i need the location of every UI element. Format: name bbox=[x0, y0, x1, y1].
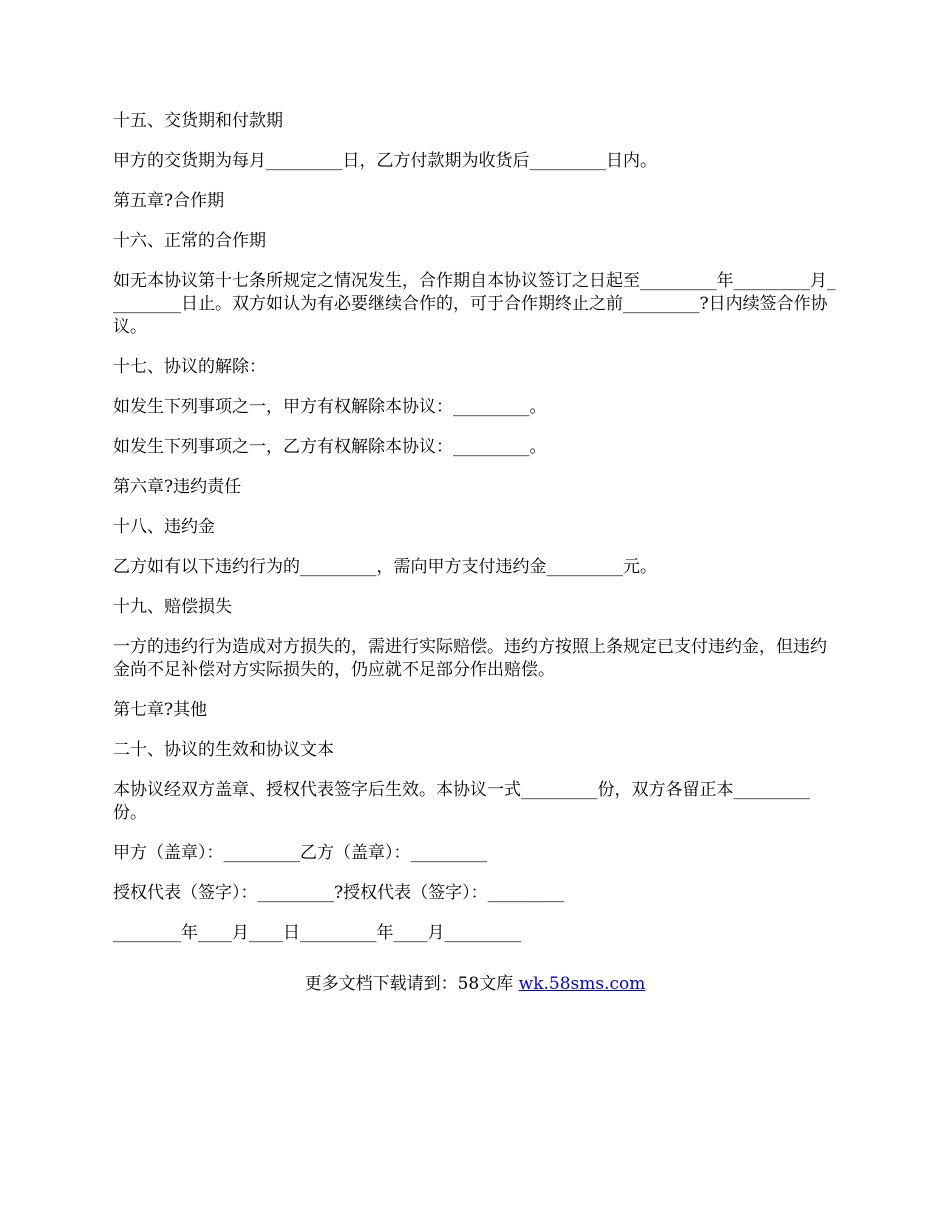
paragraph: 甲方的交货期为每月_________日，乙方付款期为收货后_________日内。 bbox=[113, 151, 657, 171]
section-heading: 十五、交货期和付款期 bbox=[113, 111, 283, 131]
footer-link[interactable]: wk.58sms.com bbox=[518, 974, 646, 994]
date-line: ________年____月____日_________年____月_________ bbox=[113, 923, 521, 943]
signature-line: 授权代表（签字）：_________?授权代表（签字）：_________ bbox=[113, 883, 565, 903]
paragraph: 如发生下列事项之一，乙方有权解除本协议：_________。 bbox=[113, 437, 547, 457]
document-body bbox=[113, 110, 841, 962]
paragraph: 本协议经双方盖章、授权代表签字后生效。本协议一式_________份，双方各留正本_________份。 bbox=[113, 780, 810, 823]
chapter-heading: 第五章?合作期 bbox=[113, 191, 225, 211]
section-heading: 十六、正常的合作期 bbox=[113, 231, 266, 251]
chapter-heading: 第六章?违约责任 bbox=[113, 477, 242, 497]
footer-text: 更多文档下载请到：58文库 bbox=[304, 974, 519, 994]
footer bbox=[0, 972, 950, 996]
section-heading: 二十、协议的生效和协议文本 bbox=[113, 740, 334, 760]
section-heading: 十九、赔偿损失 bbox=[113, 597, 232, 617]
paragraph: 乙方如有以下违约行为的_________，需向甲方支付违约金_________元。 bbox=[113, 557, 657, 577]
paragraph: 如无本协议第十七条所规定之情况发生，合作期自本协议签订之日起至_________年_________月_________日止。双方如认为有必要继续合作的，可于合作期终止之前_________?日内续签合作协议。 bbox=[113, 271, 836, 337]
signature-line: 甲方（盖章）：_________乙方（盖章）：_________ bbox=[113, 843, 487, 863]
section-heading: 十七、协议的解除： bbox=[113, 357, 266, 377]
paragraph: 一方的违约行为造成对方损失的，需进行实际赔偿。违约方按照上条规定已支付违约金，但违约金尚不足补偿对方实际损失的，仍应就不足部分作出赔偿。 bbox=[113, 637, 827, 680]
paragraph: 如发生下列事项之一，甲方有权解除本协议：_________。 bbox=[113, 397, 547, 417]
chapter-heading: 第七章?其他 bbox=[113, 700, 208, 720]
section-heading: 十八、违约金 bbox=[113, 517, 215, 537]
